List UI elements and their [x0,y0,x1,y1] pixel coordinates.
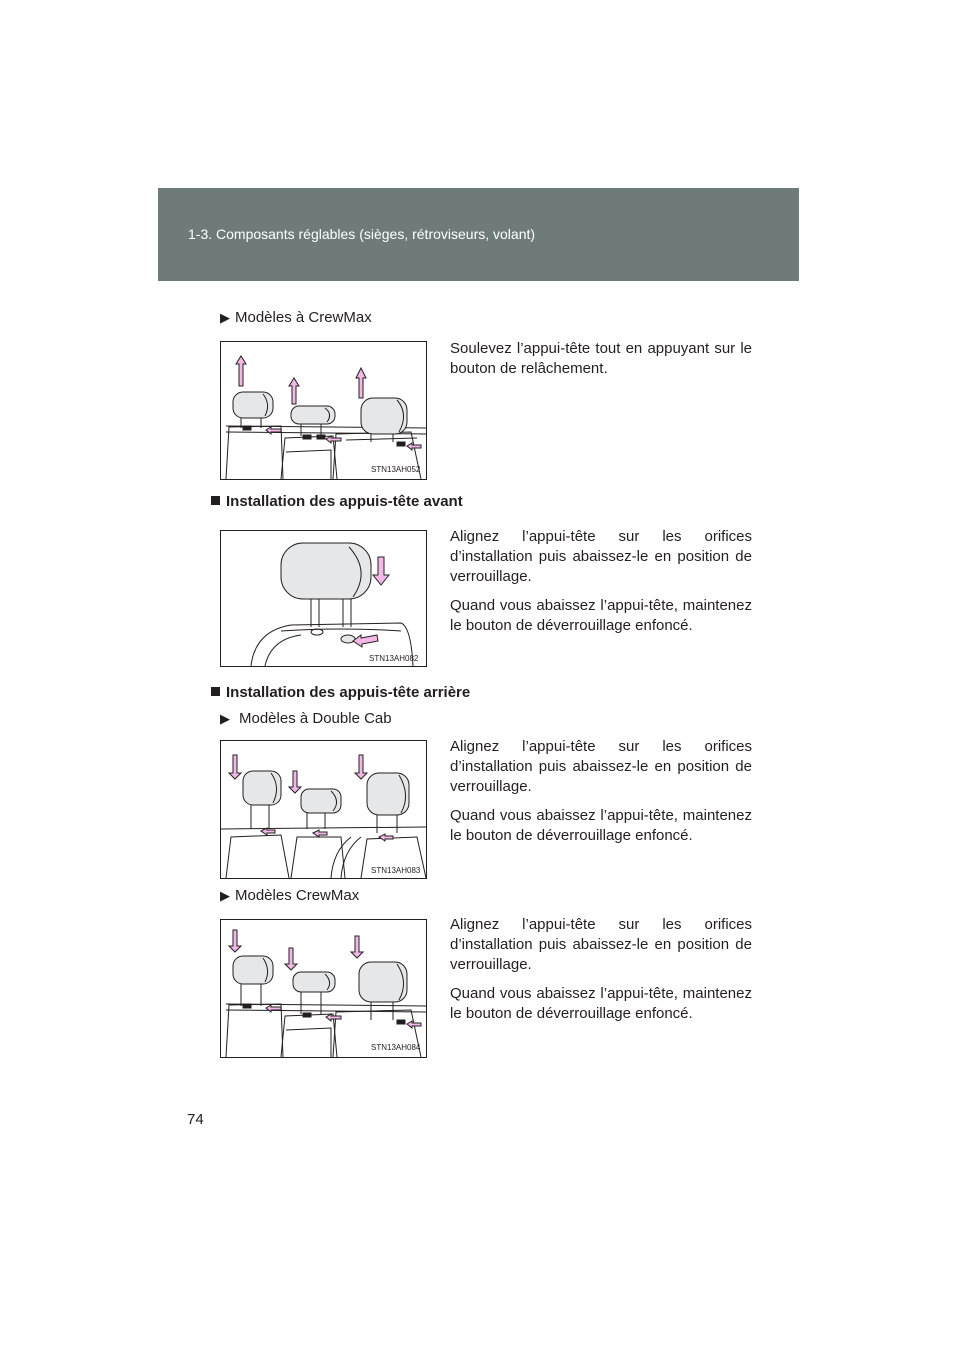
triangle-bullet-icon: ▶ [220,711,230,726]
triangle-bullet-icon: ▶ [220,310,230,325]
figure-double-cab-install [220,740,427,879]
text-block-crewmax-rear [450,915,752,1024]
instruction-paragraph: Quand vous abaissez l’appui-tête, maintenez le bouton de déverrouillage enfoncé. [450,985,752,1022]
instruction-paragraph: Alignez l’appui-tête sur les orifices d’installation puis abaissez-le en position de verrouillage. [450,738,752,795]
instruction-paragraph: Quand vous abaissez l’appui-tête, maintenez le bouton de déverrouillage enfoncé. [450,597,752,634]
figure-code: STN13AH052 [371,465,421,474]
instruction-paragraph: Alignez l’appui-tête sur les orifices d’installation puis abaissez-le en position de verrouillage. [450,916,752,973]
section-header-title: 1-3. Composants réglables (sièges, rétroviseurs, volant) [188,226,536,242]
instruction-paragraph: Alignez l’appui-tête sur les orifices d’installation puis abaissez-le en position de verrouillage. [450,528,752,585]
section-heading-front-install: Installation des appuis-tête avant [211,493,463,510]
model-label-crewmax-removal: ▶ Modèles à CrewMax [220,309,372,326]
figure-crewmax-lift-headrests [220,341,427,480]
square-bullet-icon [211,496,220,505]
figure-code: STN13AH082 [369,654,419,663]
square-bullet-icon [211,687,220,696]
text-block-crewmax-removal [450,339,752,379]
instruction-paragraph: Quand vous abaissez l’appui-tête, maintenez le bouton de déverrouillage enfoncé. [450,807,752,844]
triangle-bullet-icon: ▶ [220,888,230,903]
figure-code: STN13AH083 [371,866,421,875]
header-band [158,188,799,281]
text-block-front-install [450,527,752,636]
instruction-paragraph: Soulevez l’appui-tête tout en appuyant sur le bouton de relâchement. [450,340,752,377]
text-block-double-cab [450,737,752,846]
model-label-double-cab: ▶ Modèles à Double Cab [220,710,392,727]
figure-code: STN13AH084 [371,1043,421,1052]
page-number: 74 [187,1111,204,1128]
model-label-crewmax-rear: ▶ Modèles CrewMax [220,887,360,904]
figure-front-headrest-install [220,530,427,667]
section-heading-rear-install: Installation des appuis-tête arrière [211,684,470,701]
figure-crewmax-rear-install [220,919,427,1058]
